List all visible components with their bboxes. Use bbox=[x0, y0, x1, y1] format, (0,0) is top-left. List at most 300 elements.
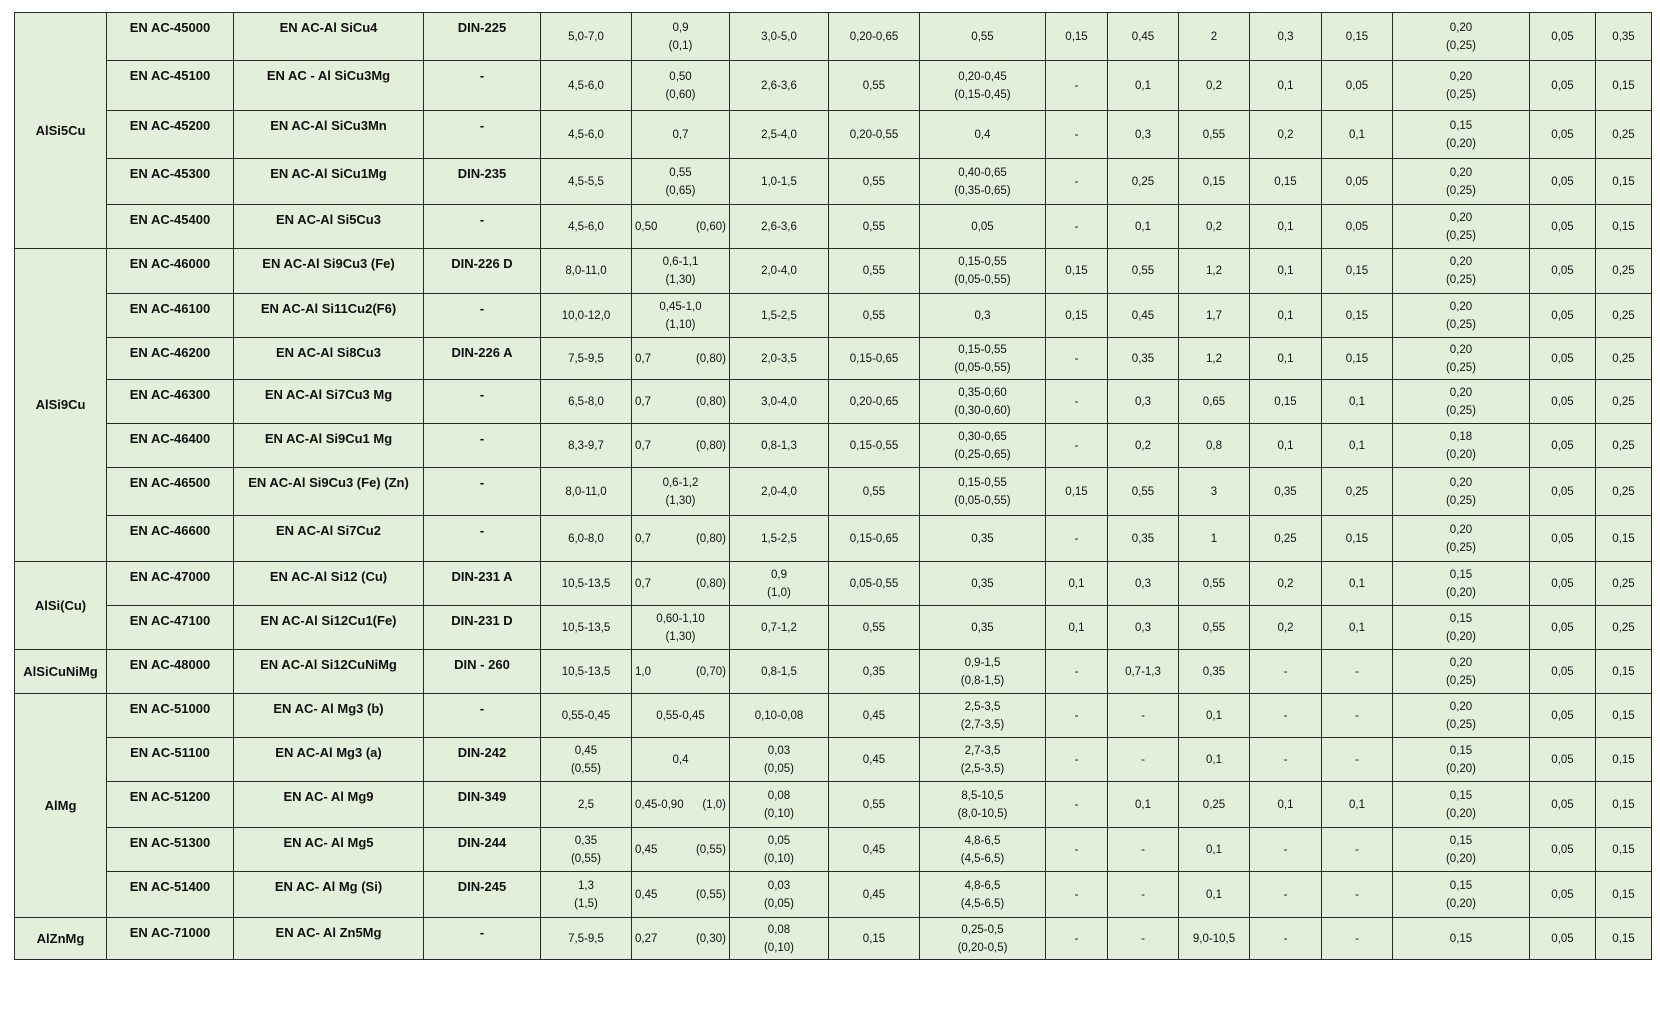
total-other-cell: 0,15 bbox=[1596, 872, 1652, 918]
alloy-name-cell: EN AC- Al Zn5Mg bbox=[234, 918, 424, 960]
each-other-cell: 0,05 bbox=[1530, 872, 1596, 918]
value-line: 0,15 bbox=[1449, 834, 1473, 847]
value-right: (0,70) bbox=[695, 665, 726, 678]
din-cell: - bbox=[424, 61, 541, 111]
mg-cell bbox=[920, 828, 1046, 872]
si-cell: 7,5-9,5 bbox=[541, 338, 632, 380]
din-cell: DIN-226 D bbox=[424, 249, 541, 294]
value-line: 0,20 bbox=[1449, 211, 1473, 224]
value-line: 0,30-0,65 bbox=[958, 430, 1007, 443]
ni-cell: 0,3 bbox=[1108, 562, 1179, 606]
value-paren-line: (1,0) bbox=[767, 586, 791, 599]
mg-cell bbox=[920, 338, 1046, 380]
table-row bbox=[15, 694, 1652, 738]
value-paren-line: (1,30) bbox=[665, 630, 696, 643]
pb-cell: 0,15 bbox=[1250, 380, 1322, 424]
each-other-cell: 0,05 bbox=[1530, 650, 1596, 694]
value-line: 0,35-0,60 bbox=[958, 386, 1007, 399]
sn-cell: - bbox=[1322, 918, 1393, 960]
mg-cell: 0,35 bbox=[920, 562, 1046, 606]
cr-cell: - bbox=[1046, 872, 1108, 918]
table-row bbox=[15, 918, 1652, 960]
sn-cell: 0,1 bbox=[1322, 111, 1393, 159]
sn-cell: - bbox=[1322, 738, 1393, 782]
each-other-cell: 0,05 bbox=[1530, 159, 1596, 205]
fe-cell bbox=[632, 424, 730, 468]
zn-cell: 0,2 bbox=[1179, 61, 1250, 111]
fe-cell bbox=[632, 468, 730, 516]
fe-cell bbox=[632, 606, 730, 650]
value-left: 0,27 bbox=[635, 932, 658, 945]
fe-cell bbox=[632, 918, 730, 960]
fe-cell bbox=[632, 828, 730, 872]
value-paren-line: (0,25) bbox=[1445, 674, 1477, 687]
fe-cell: 0,4 bbox=[632, 738, 730, 782]
din-cell: DIN-235 bbox=[424, 159, 541, 205]
sn-cell: 0,25 bbox=[1322, 468, 1393, 516]
ni-cell: 0,3 bbox=[1108, 111, 1179, 159]
din-cell: - bbox=[424, 294, 541, 338]
value-paren-line: (0,25) bbox=[1445, 184, 1477, 197]
sn-cell: - bbox=[1322, 828, 1393, 872]
sn-cell: 0,05 bbox=[1322, 159, 1393, 205]
value-paren-line: (0,8-1,5) bbox=[960, 674, 1005, 687]
table-row bbox=[15, 294, 1652, 338]
cr-cell: 0,1 bbox=[1046, 562, 1108, 606]
cu-cell: 0,7-1,2 bbox=[730, 606, 829, 650]
total-other-cell: 0,15 bbox=[1596, 205, 1652, 249]
ti-cell bbox=[1393, 468, 1530, 516]
mn-cell: 0,15-0,55 bbox=[829, 424, 920, 468]
ti-cell bbox=[1393, 606, 1530, 650]
ti-cell bbox=[1393, 516, 1530, 562]
pb-cell: - bbox=[1250, 828, 1322, 872]
value-paren-line: (1,30) bbox=[665, 274, 696, 286]
value-line: 0,15 bbox=[1449, 612, 1473, 625]
value-line: 0,15-0,55 bbox=[958, 343, 1007, 356]
mg-cell bbox=[920, 738, 1046, 782]
value-line: 0,20 bbox=[1449, 523, 1473, 536]
each-other-cell: 0,05 bbox=[1530, 468, 1596, 516]
value-left: 0,50 bbox=[635, 220, 658, 233]
value-line: 0,08 bbox=[767, 789, 791, 802]
table-row bbox=[15, 111, 1652, 159]
mg-cell bbox=[920, 872, 1046, 918]
value-left: 0,45 bbox=[635, 888, 658, 901]
mn-cell: 0,45 bbox=[829, 872, 920, 918]
value-right: (0,80) bbox=[695, 395, 726, 408]
alloy-code-cell: EN AC-47100 bbox=[107, 606, 234, 650]
cu-cell: 0,8-1,5 bbox=[730, 650, 829, 694]
zn-cell: 3 bbox=[1179, 468, 1250, 516]
value-right: (0,60) bbox=[695, 220, 726, 233]
alloy-name-cell: EN AC-Al Si11Cu2(F6) bbox=[234, 294, 424, 338]
cu-cell bbox=[730, 828, 829, 872]
zn-cell: 0,15 bbox=[1179, 159, 1250, 205]
alloy-code-cell: EN AC-51300 bbox=[107, 828, 234, 872]
cr-cell: - bbox=[1046, 61, 1108, 111]
alloy-name-cell: EN AC-Al Si9Cu3 (Fe) bbox=[234, 249, 424, 294]
pb-cell: 0,1 bbox=[1250, 249, 1322, 294]
each-other-cell: 0,05 bbox=[1530, 828, 1596, 872]
value-paren-line: (0,20) bbox=[1445, 807, 1477, 820]
cr-cell: - bbox=[1046, 650, 1108, 694]
ni-cell: - bbox=[1108, 738, 1179, 782]
sn-cell: 0,15 bbox=[1322, 249, 1393, 294]
ni-cell: 0,45 bbox=[1108, 13, 1179, 61]
cu-cell: 1,0-1,5 bbox=[730, 159, 829, 205]
ni-cell: - bbox=[1108, 694, 1179, 738]
zn-cell: 0,25 bbox=[1179, 782, 1250, 828]
total-other-cell: 0,15 bbox=[1596, 61, 1652, 111]
each-other-cell: 0,05 bbox=[1530, 918, 1596, 960]
value-left: 0,45-0,90 bbox=[635, 798, 684, 811]
value-line: 0,15 bbox=[1449, 879, 1473, 892]
total-other-cell: 0,15 bbox=[1596, 738, 1652, 782]
cu-cell: 2,0-4,0 bbox=[730, 249, 829, 294]
value-line: 2,7-3,5 bbox=[964, 744, 1001, 757]
zn-cell: 1,2 bbox=[1179, 249, 1250, 294]
cr-cell: 0,15 bbox=[1046, 249, 1108, 294]
fe-cell bbox=[632, 159, 730, 205]
pb-cell: - bbox=[1250, 738, 1322, 782]
fe-cell: 0,55-0,45 bbox=[632, 694, 730, 738]
cr-cell: - bbox=[1046, 918, 1108, 960]
mg-cell bbox=[920, 159, 1046, 205]
total-other-cell: 0,25 bbox=[1596, 380, 1652, 424]
total-other-cell: 0,15 bbox=[1596, 782, 1652, 828]
zn-cell: 9,0-10,5 bbox=[1179, 918, 1250, 960]
mn-cell: 0,45 bbox=[829, 738, 920, 782]
each-other-cell: 0,05 bbox=[1530, 294, 1596, 338]
cr-cell: - bbox=[1046, 205, 1108, 249]
alloy-code-cell: EN AC-46500 bbox=[107, 468, 234, 516]
pb-cell: 0,15 bbox=[1250, 159, 1322, 205]
sn-cell: 0,1 bbox=[1322, 606, 1393, 650]
alloy-name-cell: EN AC-Al Si9Cu1 Mg bbox=[234, 424, 424, 468]
alloy-code-cell: EN AC-46200 bbox=[107, 338, 234, 380]
mn-cell: 0,05-0,55 bbox=[829, 562, 920, 606]
alloy-name-cell: EN AC-Al Si12 (Cu) bbox=[234, 562, 424, 606]
total-other-cell: 0,15 bbox=[1596, 516, 1652, 562]
zn-cell: 0,35 bbox=[1179, 650, 1250, 694]
value-left: 0,7 bbox=[635, 395, 651, 408]
value-right: (0,80) bbox=[695, 439, 726, 452]
zn-cell: 1,2 bbox=[1179, 338, 1250, 380]
ni-cell: 0,45 bbox=[1108, 294, 1179, 338]
si-cell bbox=[541, 872, 632, 918]
value-paren-line: (0,25) bbox=[1445, 88, 1477, 101]
mn-cell: 0,15-0,65 bbox=[829, 516, 920, 562]
value-line: 0,45-1,0 bbox=[659, 300, 702, 313]
ti-cell bbox=[1393, 159, 1530, 205]
cr-cell: - bbox=[1046, 380, 1108, 424]
value-line: 4,8-6,5 bbox=[964, 834, 1001, 847]
si-cell: 8,0-11,0 bbox=[541, 249, 632, 294]
total-other-cell: 0,25 bbox=[1596, 294, 1652, 338]
cu-cell: 3,0-4,0 bbox=[730, 380, 829, 424]
table-body bbox=[15, 13, 1652, 960]
value-line: 0,15-0,55 bbox=[958, 476, 1007, 489]
cu-cell: 3,0-5,0 bbox=[730, 13, 829, 61]
cr-cell: - bbox=[1046, 694, 1108, 738]
total-other-cell: 0,25 bbox=[1596, 468, 1652, 516]
cr-cell: - bbox=[1046, 516, 1108, 562]
alloy-group-cell: AlSi(Cu) bbox=[15, 562, 107, 650]
ti-cell bbox=[1393, 562, 1530, 606]
zn-cell: 0,8 bbox=[1179, 424, 1250, 468]
ti-cell bbox=[1393, 205, 1530, 249]
mn-cell: 0,55 bbox=[829, 782, 920, 828]
din-cell: DIN-242 bbox=[424, 738, 541, 782]
value-paren-line: (0,55) bbox=[570, 852, 602, 865]
si-cell: 6,5-8,0 bbox=[541, 380, 632, 424]
fe-cell bbox=[632, 205, 730, 249]
total-other-cell: 0,25 bbox=[1596, 424, 1652, 468]
table-row bbox=[15, 159, 1652, 205]
value-paren-line: (0,05-0,55) bbox=[954, 274, 1011, 286]
si-cell: 10,5-13,5 bbox=[541, 562, 632, 606]
value-left: 0,7 bbox=[635, 439, 651, 452]
value-line: 0,6-1,1 bbox=[662, 256, 699, 268]
alloy-group-cell: AlSi5Cu bbox=[15, 13, 107, 249]
alloy-name-cell: EN AC- Al Mg3 (b) bbox=[234, 694, 424, 738]
fe-cell bbox=[632, 249, 730, 294]
total-other-cell: 0,15 bbox=[1596, 918, 1652, 960]
si-cell: 4,5-6,0 bbox=[541, 205, 632, 249]
table-row bbox=[15, 13, 1652, 61]
ti-cell bbox=[1393, 294, 1530, 338]
value-paren-line: (0,25) bbox=[1445, 718, 1477, 731]
value-line: 1,3 bbox=[578, 879, 594, 892]
value-left: 0,7 bbox=[635, 532, 651, 545]
alloy-code-cell: EN AC-46300 bbox=[107, 380, 234, 424]
din-cell: DIN-231 D bbox=[424, 606, 541, 650]
alloy-code-cell: EN AC-46100 bbox=[107, 294, 234, 338]
pb-cell: - bbox=[1250, 694, 1322, 738]
each-other-cell: 0,05 bbox=[1530, 694, 1596, 738]
alloy-group-cell: AlZnMg bbox=[15, 918, 107, 960]
table-row bbox=[15, 872, 1652, 918]
value-line: 0,08 bbox=[767, 923, 791, 936]
mg-cell bbox=[920, 468, 1046, 516]
pb-cell: 0,25 bbox=[1250, 516, 1322, 562]
ti-cell bbox=[1393, 650, 1530, 694]
alloy-name-cell: EN AC - Al SiCu3Mg bbox=[234, 61, 424, 111]
ti-cell bbox=[1393, 694, 1530, 738]
cu-cell: 2,6-3,6 bbox=[730, 61, 829, 111]
din-cell: DIN-244 bbox=[424, 828, 541, 872]
alloy-code-cell: EN AC-48000 bbox=[107, 650, 234, 694]
alloy-code-cell: EN AC-45300 bbox=[107, 159, 234, 205]
value-line: 0,40-0,65 bbox=[958, 166, 1007, 179]
table-row bbox=[15, 249, 1652, 294]
value-left: 0,7 bbox=[635, 577, 651, 590]
fe-cell bbox=[632, 650, 730, 694]
value-line: 0,18 bbox=[1449, 430, 1473, 443]
value-paren-line: (0,1) bbox=[668, 39, 693, 52]
fe-cell bbox=[632, 338, 730, 380]
mg-cell: 0,35 bbox=[920, 516, 1046, 562]
cu-cell: 2,5-4,0 bbox=[730, 111, 829, 159]
zn-cell: 2 bbox=[1179, 13, 1250, 61]
pb-cell: 0,1 bbox=[1250, 338, 1322, 380]
table-row bbox=[15, 828, 1652, 872]
alloy-name-cell: EN AC-Al Si7Cu3 Mg bbox=[234, 380, 424, 424]
cr-cell: - bbox=[1046, 338, 1108, 380]
mg-cell bbox=[920, 918, 1046, 960]
cu-cell: 2,6-3,6 bbox=[730, 205, 829, 249]
alloy-composition-table bbox=[14, 12, 1652, 960]
si-cell: 5,0-7,0 bbox=[541, 13, 632, 61]
cu-cell: 0,10-0,08 bbox=[730, 694, 829, 738]
value-line: 0,15 bbox=[1449, 568, 1473, 581]
value-line: 0,03 bbox=[767, 744, 791, 757]
value-paren-line: (0,25) bbox=[1445, 229, 1477, 242]
ni-cell: 0,1 bbox=[1108, 205, 1179, 249]
total-other-cell: 0,15 bbox=[1596, 828, 1652, 872]
fe-cell bbox=[632, 872, 730, 918]
value-line: 2,5-3,5 bbox=[964, 700, 1001, 713]
table-row bbox=[15, 205, 1652, 249]
value-left: 0,7 bbox=[635, 352, 651, 365]
din-cell: DIN-231 A bbox=[424, 562, 541, 606]
zn-cell: 0,65 bbox=[1179, 380, 1250, 424]
din-cell: DIN-245 bbox=[424, 872, 541, 918]
value-paren-line: (0,05-0,55) bbox=[954, 494, 1011, 507]
si-cell: 4,5-5,5 bbox=[541, 159, 632, 205]
ni-cell: - bbox=[1108, 872, 1179, 918]
si-cell bbox=[541, 828, 632, 872]
value-line: 0,6-1,2 bbox=[662, 476, 699, 489]
alloy-name-cell: EN AC-Al Si7Cu2 bbox=[234, 516, 424, 562]
value-line: 0,9-1,5 bbox=[964, 656, 1001, 669]
sn-cell: 0,15 bbox=[1322, 516, 1393, 562]
value-right: (0,30) bbox=[695, 932, 726, 945]
alloy-group-cell: AlSiCuNiMg bbox=[15, 650, 107, 694]
alloy-code-cell: EN AC-45400 bbox=[107, 205, 234, 249]
alloy-code-cell: EN AC-47000 bbox=[107, 562, 234, 606]
value-line: 8,5-10,5 bbox=[961, 789, 1004, 802]
alloy-name-cell: EN AC-Al SiCu4 bbox=[234, 13, 424, 61]
alloy-code-cell: EN AC-71000 bbox=[107, 918, 234, 960]
si-cell: 10,0-12,0 bbox=[541, 294, 632, 338]
pb-cell: - bbox=[1250, 650, 1322, 694]
ti-cell bbox=[1393, 111, 1530, 159]
value-paren-line: (0,25-0,65) bbox=[954, 448, 1011, 461]
din-cell: - bbox=[424, 516, 541, 562]
alloy-code-cell: EN AC-46400 bbox=[107, 424, 234, 468]
ti-cell bbox=[1393, 738, 1530, 782]
ni-cell: 0,35 bbox=[1108, 516, 1179, 562]
value-paren-line: (0,20) bbox=[1445, 897, 1477, 910]
din-cell: - bbox=[424, 918, 541, 960]
table-row bbox=[15, 380, 1652, 424]
zn-cell: 0,55 bbox=[1179, 562, 1250, 606]
mg-cell bbox=[920, 782, 1046, 828]
each-other-cell: 0,05 bbox=[1530, 424, 1596, 468]
value-paren-line: (1,5) bbox=[574, 897, 598, 910]
pb-cell: 0,1 bbox=[1250, 205, 1322, 249]
value-paren-line: (0,20) bbox=[1445, 852, 1477, 865]
din-cell: - bbox=[424, 111, 541, 159]
din-cell: DIN-349 bbox=[424, 782, 541, 828]
cu-cell: 1,5-2,5 bbox=[730, 516, 829, 562]
zn-cell: 1,7 bbox=[1179, 294, 1250, 338]
value-right: (0,80) bbox=[695, 532, 726, 545]
fe-cell bbox=[632, 516, 730, 562]
si-cell bbox=[541, 738, 632, 782]
value-right: (0,55) bbox=[695, 843, 726, 856]
table-row bbox=[15, 738, 1652, 782]
mg-cell: 0,55 bbox=[920, 13, 1046, 61]
alloy-name-cell: EN AC- Al Mg5 bbox=[234, 828, 424, 872]
total-other-cell: 0,25 bbox=[1596, 606, 1652, 650]
value-line: 0,45 bbox=[574, 744, 598, 757]
zn-cell: 0,1 bbox=[1179, 828, 1250, 872]
table-row bbox=[15, 61, 1652, 111]
value-paren-line: (0,15-0,45) bbox=[954, 88, 1011, 101]
total-other-cell: 0,25 bbox=[1596, 338, 1652, 380]
mn-cell: 0,35 bbox=[829, 650, 920, 694]
mn-cell: 0,55 bbox=[829, 294, 920, 338]
value-line: 0,20 bbox=[1449, 70, 1473, 83]
mg-cell: 0,4 bbox=[920, 111, 1046, 159]
value-paren-line: (0,10) bbox=[763, 941, 795, 954]
alloy-name-cell: EN AC-Al Si5Cu3 bbox=[234, 205, 424, 249]
alloy-code-cell: EN AC-51200 bbox=[107, 782, 234, 828]
mg-cell bbox=[920, 650, 1046, 694]
value-line: 0,55 bbox=[669, 166, 692, 179]
ni-cell: 0,35 bbox=[1108, 338, 1179, 380]
sn-cell: 0,1 bbox=[1322, 782, 1393, 828]
mn-cell: 0,15-0,65 bbox=[829, 338, 920, 380]
si-cell: 0,55-0,45 bbox=[541, 694, 632, 738]
sn-cell: 0,1 bbox=[1322, 424, 1393, 468]
alloy-code-cell: EN AC-51000 bbox=[107, 694, 234, 738]
value-paren-line: (0,20) bbox=[1445, 762, 1477, 775]
si-cell: 4,5-6,0 bbox=[541, 111, 632, 159]
alloy-group-cell: AlSi9Cu bbox=[15, 249, 107, 562]
value-paren-line: (0,20-0,5) bbox=[957, 941, 1008, 954]
value-paren-line: (8,0-10,5) bbox=[957, 807, 1008, 820]
value-line: 0,20 bbox=[1449, 300, 1473, 313]
value-paren-line: (4,5-6,5) bbox=[960, 897, 1005, 910]
alloy-code-cell: EN AC-45200 bbox=[107, 111, 234, 159]
cu-cell bbox=[730, 738, 829, 782]
table-row bbox=[15, 562, 1652, 606]
cr-cell: - bbox=[1046, 111, 1108, 159]
pb-cell: 0,3 bbox=[1250, 13, 1322, 61]
cr-cell: 0,15 bbox=[1046, 468, 1108, 516]
alloy-name-cell: EN AC-Al SiCu1Mg bbox=[234, 159, 424, 205]
fe-cell: 0,7 bbox=[632, 111, 730, 159]
fe-cell bbox=[632, 562, 730, 606]
mg-cell bbox=[920, 424, 1046, 468]
total-other-cell: 0,25 bbox=[1596, 249, 1652, 294]
din-cell: - bbox=[424, 380, 541, 424]
value-paren-line: (0,25) bbox=[1445, 318, 1477, 331]
alloy-name-cell: EN AC-Al Si12CuNiMg bbox=[234, 650, 424, 694]
sn-cell: 0,1 bbox=[1322, 562, 1393, 606]
din-cell: - bbox=[424, 205, 541, 249]
cr-cell: - bbox=[1046, 159, 1108, 205]
value-line: 0,15 bbox=[1449, 789, 1473, 802]
value-line: 0,60-1,10 bbox=[656, 612, 705, 625]
value-paren-line: (0,60) bbox=[665, 88, 696, 101]
pb-cell: 0,1 bbox=[1250, 294, 1322, 338]
sn-cell: - bbox=[1322, 694, 1393, 738]
